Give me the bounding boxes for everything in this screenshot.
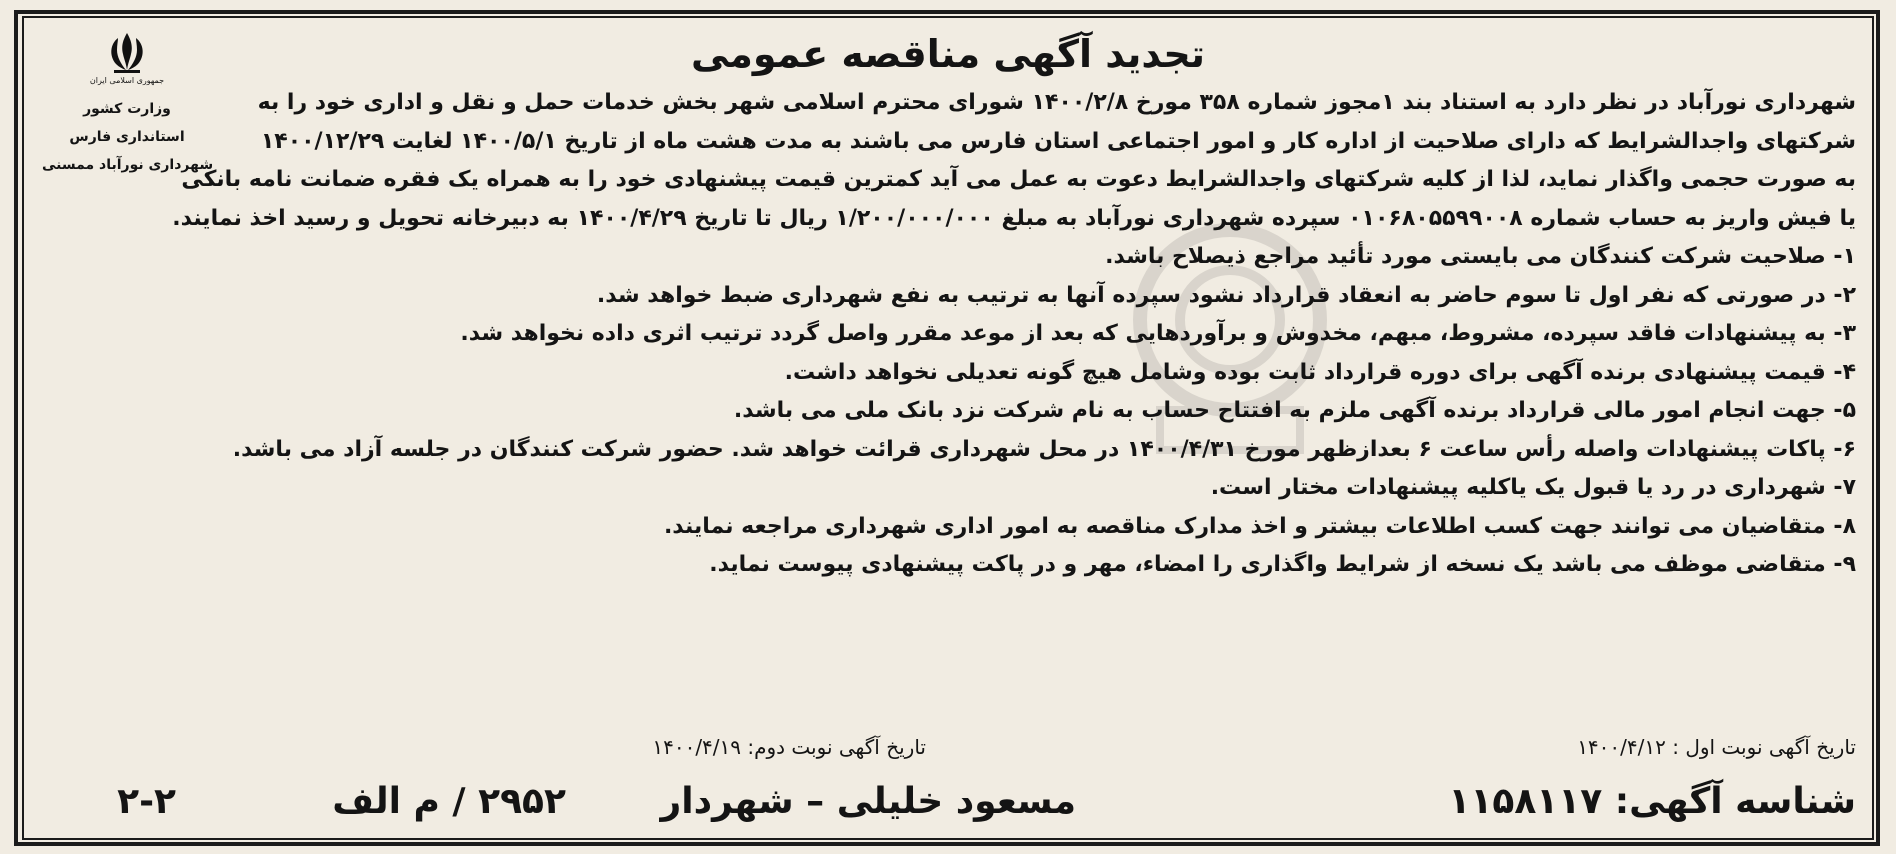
issuer-ministry: وزارت کشور xyxy=(83,101,171,117)
clause-1: ۱- صلاحیت شرکت کنندگان می بایستی مورد تأئید مراجع ذیصلاح باشد. xyxy=(1105,244,1856,269)
issuer-municipality: شهرداری نورآباد ممسنی xyxy=(42,157,214,173)
notice-title: تجدید آگهی مناقصه عمومی xyxy=(690,32,1206,76)
clause-6: ۶- پاکات پیشنهادات واصله رأس ساعت ۶ بعدازظهر مورخ ۱۴۰۰/۴/۳۱ در محل شهرداری قرائت خواهد شد. حضور شرکت کنندگان در جلسه آزاد می باشد. xyxy=(232,436,1856,462)
notice-body xyxy=(172,84,1856,585)
first-publication-date: تاریخ آگهی نوبت اول : ۱۴۰۰/۴/۱۲ xyxy=(1577,735,1856,759)
registration-code: ۲۹۵۲ / م الف xyxy=(332,781,566,822)
issuer-governorate: استانداری فارس xyxy=(69,129,185,145)
emblem-caption: جمهوری اسلامی ایران xyxy=(89,76,165,85)
clause-7: ۷- شهرداری در رد یا قبول یک یاکلیه پیشنهادات مختار است. xyxy=(1210,475,1856,500)
signatory: مسعود خلیلی – شهردار xyxy=(660,781,1076,822)
intro-line-1: شهرداری نورآباد در نظر دارد به استناد بند ۱مجوز شماره ۳۵۸ مورخ ۱۴۰۰/۲/۸ شورای محترم اسلامی شهر بخش خدمات حمل و نقل و اداری خود را به xyxy=(257,90,1856,115)
intro-line-3: به صورت حجمی واگذار نماید، لذا از کلیه شرکتهای واجدالشرایط دعوت به عمل می آید کمترین قیمت پیشنهادی خود را به همراه یک فقره ضمانت نامه بانکی xyxy=(181,167,1856,192)
clause-8: ۸- متقاضیان می توانند جهت کسب اطلاعات بیشتر و اخذ مدارک مناقصه به امور اداری شهرداری مراجعه نمایند. xyxy=(663,513,1856,539)
clause-3: ۳- به پیشنهادات فاقد سپرده، مشروط، مبهم، مخدوش و برآوردهایی که بعد از موعد مقرر واصل گردد ترتیب اثری داده نخواهد شد. xyxy=(460,321,1856,346)
clause-9: ۹- متقاضی موظف می باشد یک نسخه از شرایط واگذاری را امضاء، مهر و در پاکت پیشنهادی پیوست نماید. xyxy=(709,552,1856,577)
intro-line-4: یا فیش واریز به حساب شماره ۰۱۰۶۸۰۵۵۹۹۰۰۸ سپرده شهرداری نورآباد به مبلغ ۱/۲۰۰/۰۰۰/۰۰۰ ریال تا تاریخ ۱۴۰۰/۴/۲۹ به دبیرخانه تحویل و رسید اخذ نمایند. xyxy=(172,205,1856,231)
part-number: ۲-۲ xyxy=(117,781,176,822)
clause-5: ۵- جهت انجام امور مالی قرارداد برنده آگهی ملزم به افتتاح حساب به نام شرکت نزد بانک ملی می باشد. xyxy=(733,398,1856,423)
notice-id: شناسه آگهی: ۱۱۵۸۱۱۷ xyxy=(1448,781,1856,822)
intro-line-2: شرکتهای واجدالشرایط که دارای صلاحیت از اداره کار و امور اجتماعی استان فارس می باشند به مدت هشت ماه از تاریخ ۱۴۰۰/۵/۱ لغایت ۱۴۰۰/۱۲/۲۹ xyxy=(260,128,1856,154)
second-publication-date: تاریخ آگهی نوبت دوم: ۱۴۰۰/۴/۱۹ xyxy=(652,735,926,759)
clause-4: ۴- قیمت پیشنهادی برنده آگهی برای دوره قرارداد ثابت بوده وشامل هیچ گونه تعدیلی نخواهد داشت. xyxy=(784,359,1856,385)
clause-2: ۲- در صورتی که نفر اول تا سوم حاضر به انعقاد قرارداد نشود سپرده آنها به ترتیب به نفع شهرداری ضبط خواهد شد. xyxy=(596,282,1856,308)
